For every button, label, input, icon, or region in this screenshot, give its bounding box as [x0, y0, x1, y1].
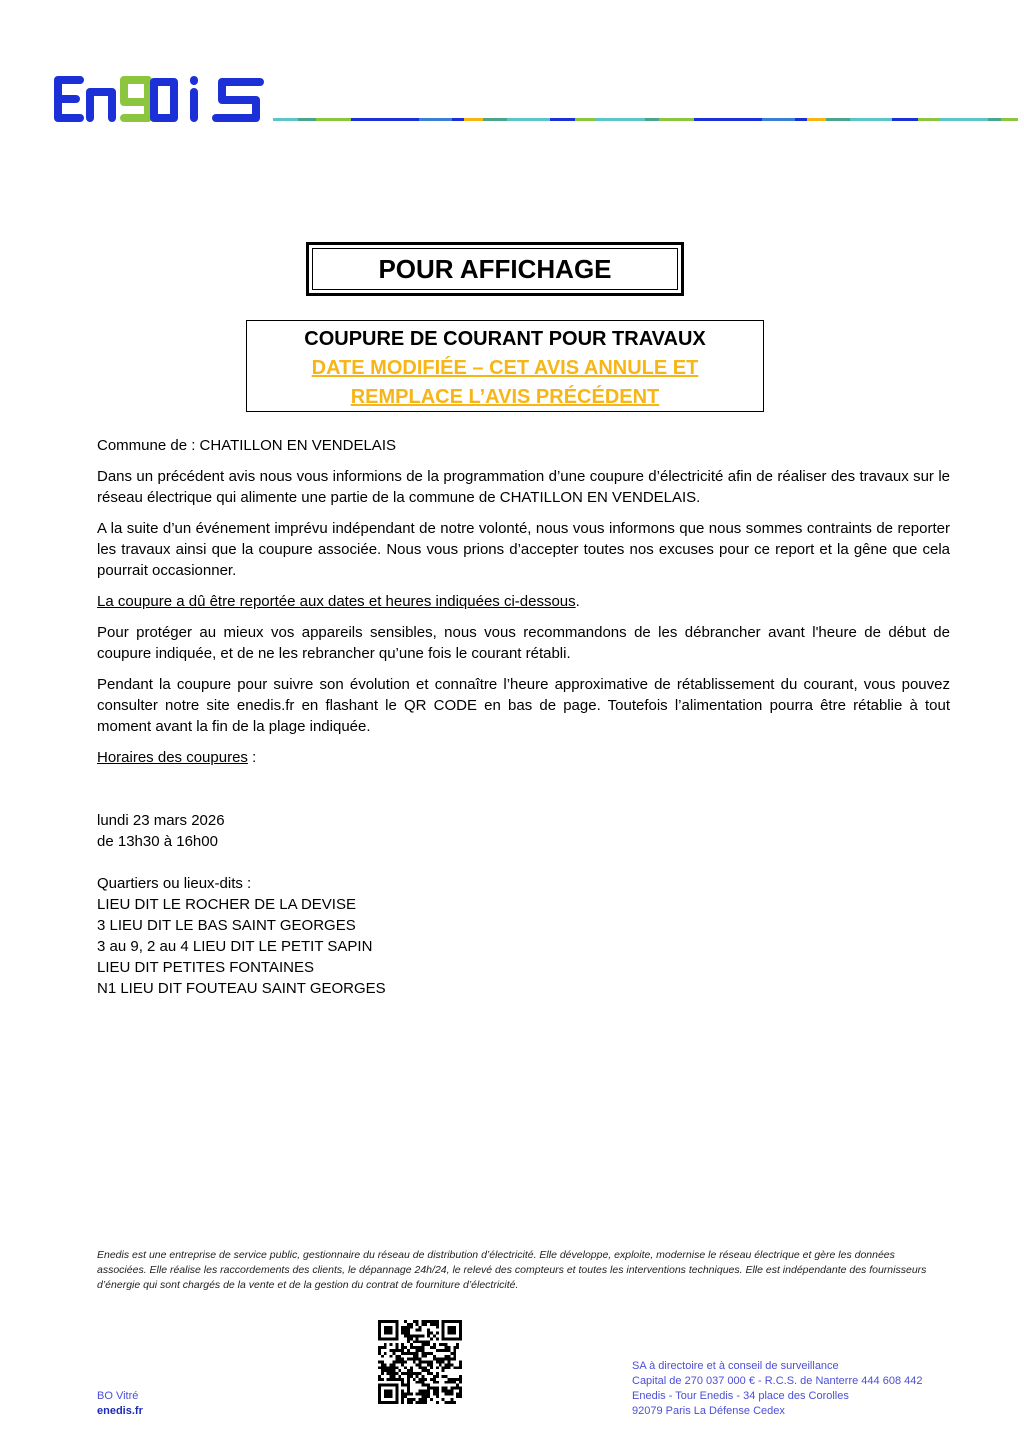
- paragraph-2: A la suite d’un événement imprévu indépendant de notre volonté, nous vous informons que nous sommes contraints de reporter les travaux ainsi que la coupure associée. Nous vous prions d’accepter toutes nos excuses pour ce report et la gêne que cela pourrait occasionner.: [97, 520, 950, 579]
- stripe-segment: [762, 118, 795, 121]
- enedis-logo: [50, 74, 268, 124]
- paragraph-3: La coupure a dû être reportée aux dates et heures indiquées ci-dessous.: [97, 593, 580, 610]
- commune: Commune de : CHATILLON EN VENDELAIS: [97, 437, 396, 454]
- stripe-segment: [419, 118, 452, 121]
- office-name: BO Vitré: [97, 1390, 139, 1402]
- paragraph-4: Pour protéger au mieux vos appareils sensibles, nous vous recommandons de les débrancher avant l'heure de début de coupure indiquée, et de ne les rebrancher qu’une fois le courant rétabli.: [97, 624, 950, 662]
- stripe-segment: [507, 118, 550, 121]
- notice-label: POUR AFFICHAGE: [312, 248, 678, 290]
- places-label: Quartiers ou lieux-dits :: [97, 875, 252, 892]
- qr-code[interactable]: [378, 1320, 462, 1404]
- title-main: COUPURE DE COURANT POUR TRAVAUX: [304, 328, 706, 350]
- stripe-segment: [575, 118, 596, 121]
- stripe-segment: [452, 118, 464, 121]
- site-link[interactable]: enedis.fr: [97, 1405, 143, 1417]
- outage-date: lundi 23 mars 2026: [97, 812, 225, 829]
- place-item: N1 LIEU DIT FOUTEAU SAINT GEORGES: [97, 980, 386, 997]
- company-line: SA à directoire et à conseil de surveillance: [632, 1360, 839, 1372]
- stripe-segment: [596, 118, 645, 121]
- legal-text: Enedis est une entreprise de service public, gestionnaire du réseau de distribution d’électricité. Elle développe, exploite, modernise le réseau électrique et gère les données associées. Elle réalise les raccordements des clients, le dépannage 24h/24, le relevé des compteurs et toutes les interventions techniques. Elle est indépendante des fournisseurs d’énergie qui sont chargés de la vente et de la gestion du contrat de fourniture d’électricité.: [97, 1249, 927, 1291]
- place-item: LIEU DIT PETITES FONTAINES: [97, 959, 314, 976]
- notice-body: [97, 435, 950, 999]
- stripe-segment: [694, 118, 762, 121]
- stripe-segment: [892, 118, 917, 121]
- stripe-segment: [659, 118, 694, 121]
- company-line: 92079 Paris La Défense Cedex: [632, 1405, 785, 1417]
- footer-company: [632, 1359, 922, 1419]
- footer-office: [97, 1389, 143, 1419]
- schedule-heading: Horaires des coupures :: [97, 749, 257, 766]
- schedule: [97, 810, 950, 999]
- stripe-segment: [918, 118, 939, 121]
- stripe-segment: [1001, 118, 1018, 121]
- stripe-segment: [464, 118, 483, 121]
- place-item: 3 au 9, 2 au 4 LIEU DIT LE PETIT SAPIN: [97, 938, 373, 955]
- company-line: Enedis - Tour Enedis - 34 place des Corolles: [632, 1390, 849, 1402]
- title-box: [246, 320, 764, 412]
- stripe-segment: [316, 118, 351, 121]
- stripe-segment: [795, 118, 807, 121]
- stripe-segment: [273, 118, 298, 121]
- stripe-segment: [550, 118, 575, 121]
- notice-label-box: [306, 242, 684, 296]
- paragraph-5: Pendant la coupure pour suivre son évolution et connaître l’heure approximative de rétablissement du courant, vous pouvez consulter notre site enedis.fr en flashant le QR CODE en bas de page. Toutefois l’alimentation pourra être rétablie à tout moment avant la fin de la plage indiquée.: [97, 676, 950, 735]
- company-line: Capital de 270 037 000 € - R.C.S. de Nanterre 444 608 442: [632, 1375, 923, 1387]
- place-item: 3 LIEU DIT LE BAS SAINT GEORGES: [97, 917, 356, 934]
- stripe-segment: [483, 118, 506, 121]
- stripe-segment: [826, 118, 849, 121]
- stripe-segment: [351, 118, 419, 121]
- stripe-segment: [850, 118, 893, 121]
- modified-notice-1: DATE MODIFIÉE – CET AVIS ANNULE ET: [311, 357, 699, 379]
- stripe-segment: [645, 118, 659, 121]
- outage-time: de 13h30 à 16h00: [97, 833, 218, 850]
- stripe-segment: [939, 118, 988, 121]
- stripe-segment: [988, 118, 1002, 121]
- stripe-segment: [298, 118, 316, 121]
- place-item: LIEU DIT LE ROCHER DE LA DEVISE: [97, 896, 356, 913]
- modified-notice-2: REMPLACE L’AVIS PRÉCÉDENT: [350, 386, 660, 408]
- stripe-segment: [807, 118, 826, 121]
- paragraph-1: Dans un précédent avis nous vous informions de la programmation d’une coupure d’électricité afin de réaliser des travaux sur le réseau électrique qui alimente une partie de la commune de CHATILLON EN VENDELAIS.: [97, 468, 950, 506]
- header-stripe: [273, 118, 1018, 121]
